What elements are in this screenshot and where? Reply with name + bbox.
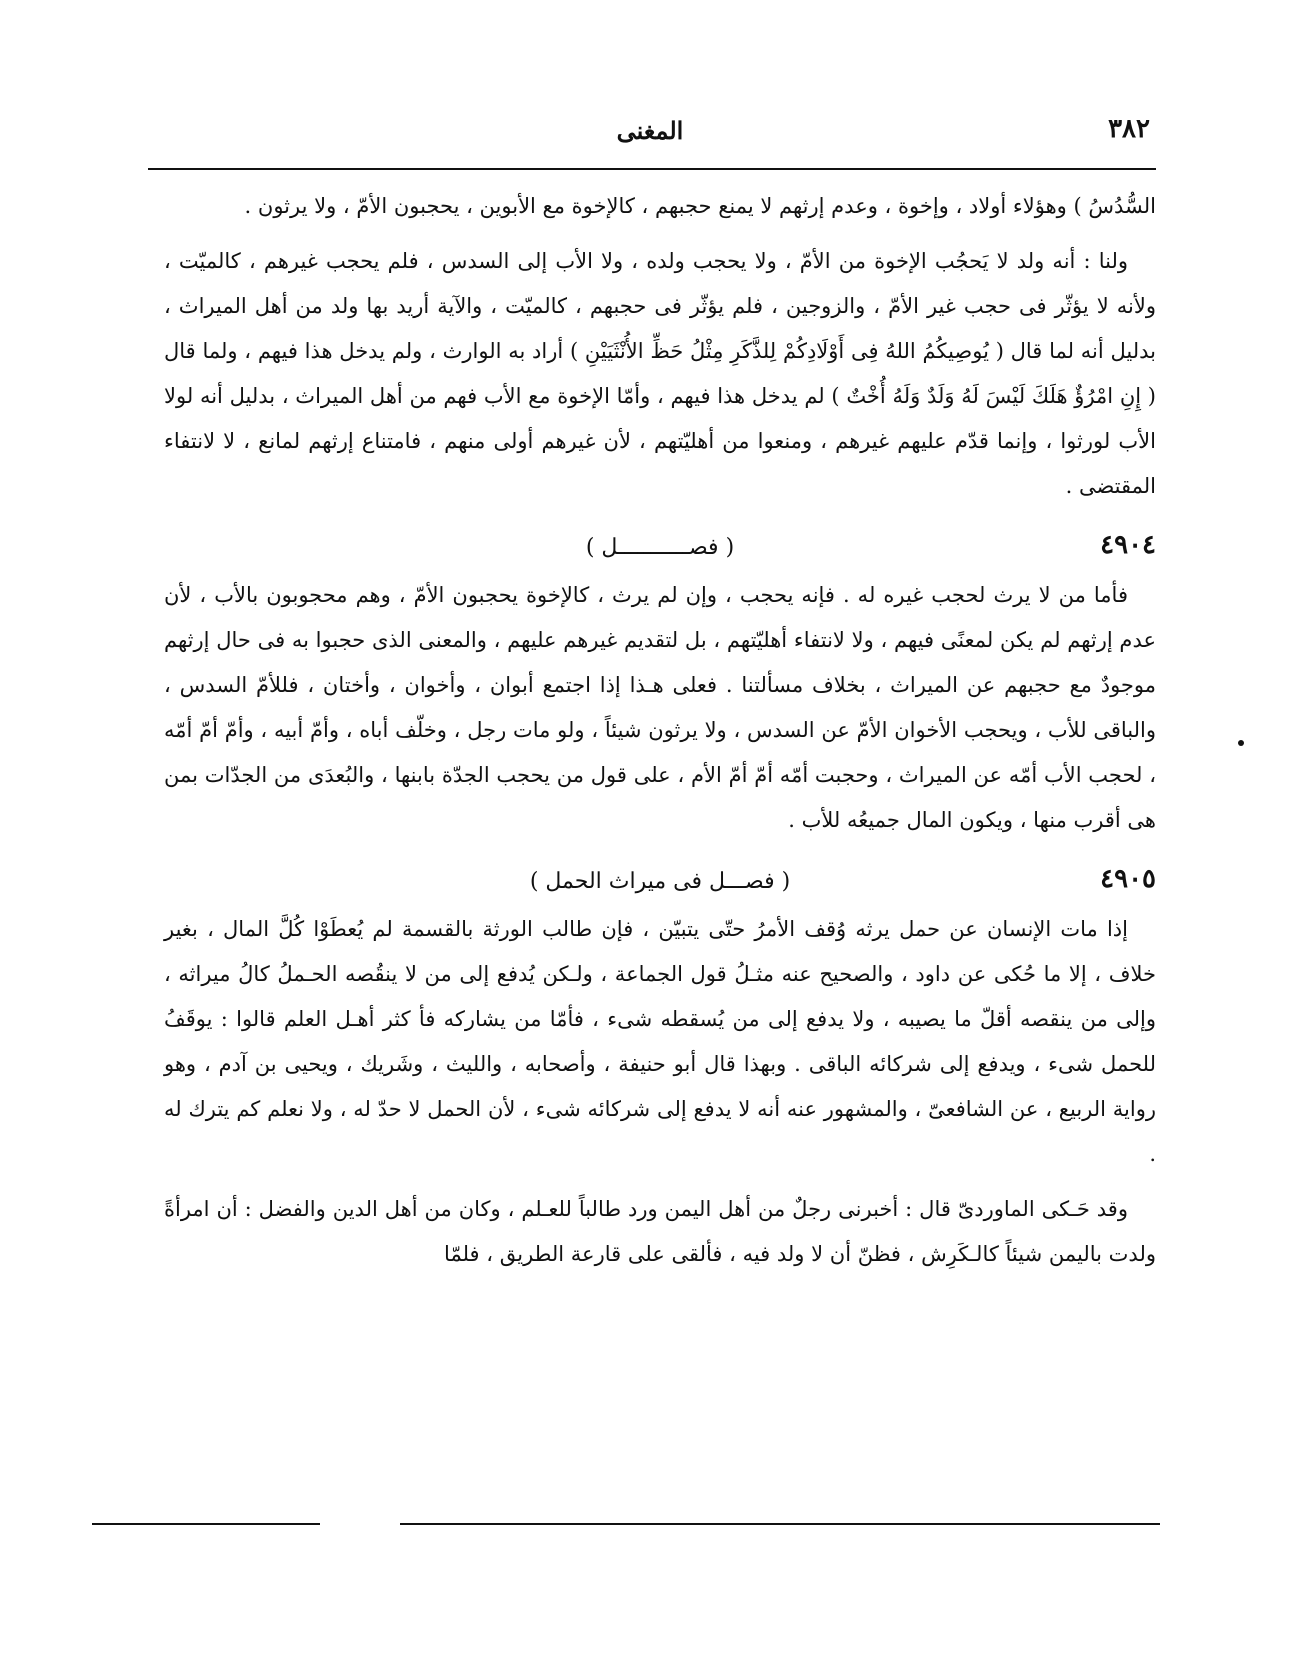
section-title: ( فصـــــــــــل ) — [585, 535, 735, 560]
paragraph: وقد حَـكى الماوردىّ قال : أخبرنى رجلٌ من أهل اليمن ورد طالباً للعـلم ، وكان من أهل الدين والفضل : أن امرأةً ولدت باليمن شيئاً كالـكَرِش ، فظنّ أن لا ولد فيه ، فألقى على قارعة الطريق ، فلمّا — [164, 1197, 1156, 1266]
paragraph: السُّدُسُ ) وهؤلاء أولاد ، وإخوة ، وعدم إرثهم لا يمنع حجبهم ، كالإخوة مع الأبوين ، يحجبون الأمّ ، ولا يرثون . — [244, 194, 1156, 218]
section-number: ٤٩٠٥ — [1100, 864, 1156, 894]
body-text — [164, 184, 1156, 1287]
running-title: المغنى — [616, 116, 684, 145]
footer-rule-left — [92, 1523, 320, 1525]
section-heading-4905 — [164, 853, 1156, 901]
section-heading-4904 — [164, 519, 1156, 567]
section-title: ( فصـــل فى ميراث الحمل ) — [529, 869, 791, 894]
header-rule — [148, 168, 1156, 170]
page-number: ٣٨٢ — [1108, 114, 1150, 144]
paragraph: إذا مات الإنسان عن حمل يرثه وُقف الأمرُ حتّى يتبيّن ، فإن طالب الورثة بالقسمة لم يُعطَوْا كُلَّ المال ، بغير خلاف ، إلا ما حُكى عن داود ، والصحيح عنه مثـلُ قول الجماعة ، ولـكن يُدفع إلى من لا ينقُصه الحـملُ كالُ ميراثه ، وإلى من ينقصه أقلّ ما يصيبه ، ولا يدفع إلى من يُسقطه شىء ، فأمّا من يشاركه فأ كثر أهـل العلم قالوا : يوقَفُ للحمل شىء ، ويدفع إلى شركائه الباقى . وبهذا قال أبو حنيفة ، وأصحابه ، والليث ، وشَريك ، ويحيى بن آدم ، وهو رواية الربيع ، عن الشافعىّ ، والمشهور عنه أنه لا يدفع إلى شركائه شىء ، لأن الحمل لا حدّ له ، ولا نعلم كم يترك له . — [164, 917, 1156, 1166]
section-number: ٤٩٠٤ — [1100, 530, 1156, 560]
paragraph: ولنا : أنه ولد لا يَحجُب الإخوة من الأمّ ، ولا يحجب ولده ، ولا الأب إلى السدس ، فلم يحجب غيرهم ، كالميّت ، ولأنه لا يؤثّر فى حجب غير الأمّ ، والزوجين ، فلم يؤثّر فى حجبهم ، كالميّت ، والآية أريد بها ولد من أهل الميراث ، بدليل أنه لما قال ( يُوصِيكُمُ اللهُ فِى أَوْلَادِكُمْ لِلذَّكَرِ مِثْلُ حَظِّ الأُنْثَيَيْنِ ) أراد به الوارث ، ولم يدخل هذا فيهم ، ولما قال ( إِنِ امْرُؤٌ هَلَكَ لَيْسَ لَهُ وَلَدٌ وَلَهُ أُخْتٌ ) لم يدخل هذا فيهم ، وأمّا الإخوة مع الأب فهم من أهل الميراث ، بدليل أنه لولا الأب لورثوا ، وإنما قدّم عليهم غيرهم ، ومنعوا من أهليّتهم ، لأن غيرهم أولى منهم ، فامتناع إرثهم لمانع ، لا لانتفاء المقتضى . — [164, 249, 1156, 498]
paragraph: فأما من لا يرث لحجب غيره له . فإنه يحجب ، وإن لم يرث ، كالإخوة يحجبون الأمّ ، وهم محجوبون بالأب ، لأن عدم إرثهم لم يكن لمعنًى فيهم ، ولا لانتفاء أهليّتهم ، بل لتقديم غيرهم عليهم ، والمعنى الذى حجبوا به فى حال إرثهم موجودٌ مع حجبهم عن الميراث ، بخلاف مسألتنا . فعلى هـذا إذا اجتمع أبوان ، وأخوان ، وأختان ، فللأمّ السدس ، والباقى للأب ، ويحجب الأخوان الأمّ عن السدس ، ولا يرثون شيئاً ، ولو مات رجل ، وخلّف أباه ، وأمّ أبيه ، وأمّ أمّ أمّه ، لحجب الأب أمّه عن الميراث ، وحجبت أمّه أمّ أمّ الأم ، على قول من يحجب الجدّة بابنها ، والبُعدَى من الجدّات بمن هى أقرب منها ، ويكون المال جميعُه للأب . — [164, 583, 1156, 832]
page-header — [150, 112, 1150, 152]
footer-rule-right — [400, 1523, 1160, 1525]
margin-dot — [1238, 740, 1244, 746]
